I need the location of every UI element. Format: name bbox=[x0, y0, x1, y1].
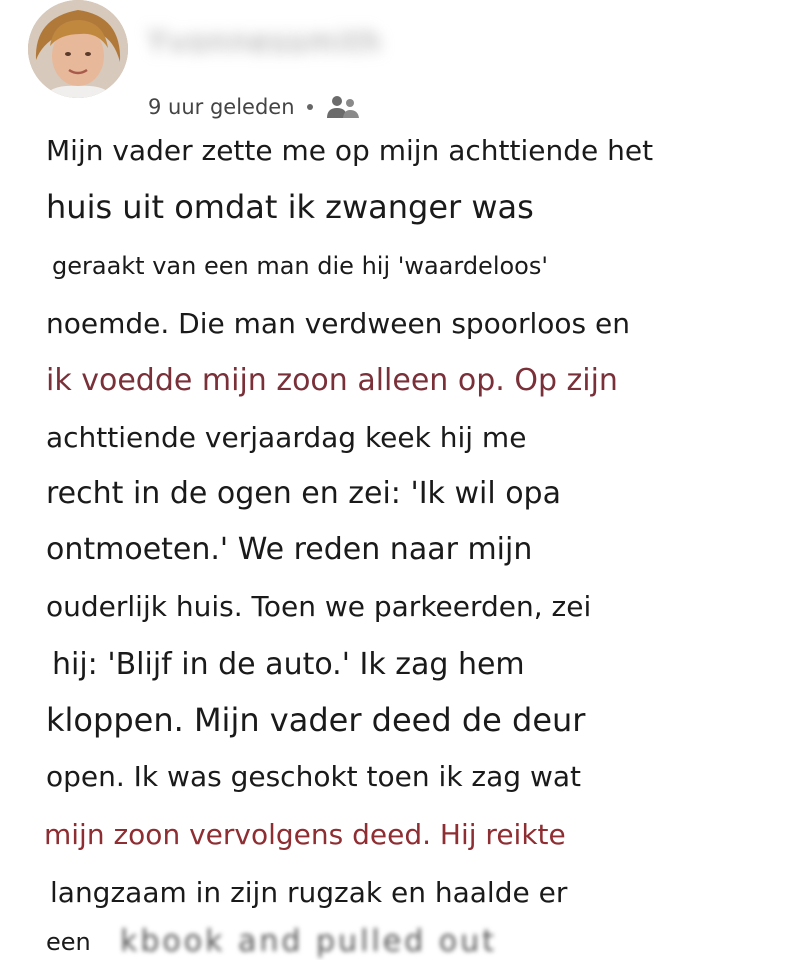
people-icon[interactable] bbox=[325, 93, 361, 121]
author-name[interactable]: Yvonnessmith bbox=[148, 25, 383, 60]
timestamp: 9 uur geleden bbox=[148, 95, 295, 119]
comment-line: huis uit omdat ik zwanger was bbox=[46, 188, 534, 226]
comment-meta bbox=[148, 92, 361, 122]
comment-line: ouderlijk huis. Toen we parkeerden, zei bbox=[46, 590, 592, 623]
comment-line: een bbox=[46, 928, 91, 956]
avatar-image bbox=[28, 0, 128, 98]
faded-text: kbook and pulled out bbox=[120, 924, 497, 959]
comment-line: geraakt van een man die hij 'waardeloos' bbox=[52, 252, 548, 280]
comment-line: kloppen. Mijn vader deed de deur bbox=[46, 701, 586, 739]
comment-line: mijn zoon vervolgens deed. Hij reikte bbox=[44, 818, 566, 851]
comment-line: ontmoeten.' We reden naar mijn bbox=[46, 532, 533, 567]
separator-dot bbox=[307, 104, 313, 110]
comment-line: Mijn vader zette me op mijn achttiende het bbox=[46, 134, 654, 167]
comment-line: achttiende verjaardag keek hij me bbox=[46, 421, 527, 454]
comment-line: langzaam in zijn rugzak en haalde er bbox=[50, 876, 568, 909]
comment-line: recht in de ogen en zei: 'Ik wil opa bbox=[46, 476, 561, 511]
comment-line: open. Ik was geschokt toen ik zag wat bbox=[46, 760, 581, 793]
comment-line: ik voedde mijn zoon alleen op. Op zijn bbox=[46, 363, 618, 398]
avatar[interactable] bbox=[28, 0, 128, 98]
comment-line: hij: 'Blijf in de auto.' Ik zag hem bbox=[52, 647, 525, 682]
comment-line: noemde. Die man verdween spoorloos en bbox=[46, 307, 630, 340]
